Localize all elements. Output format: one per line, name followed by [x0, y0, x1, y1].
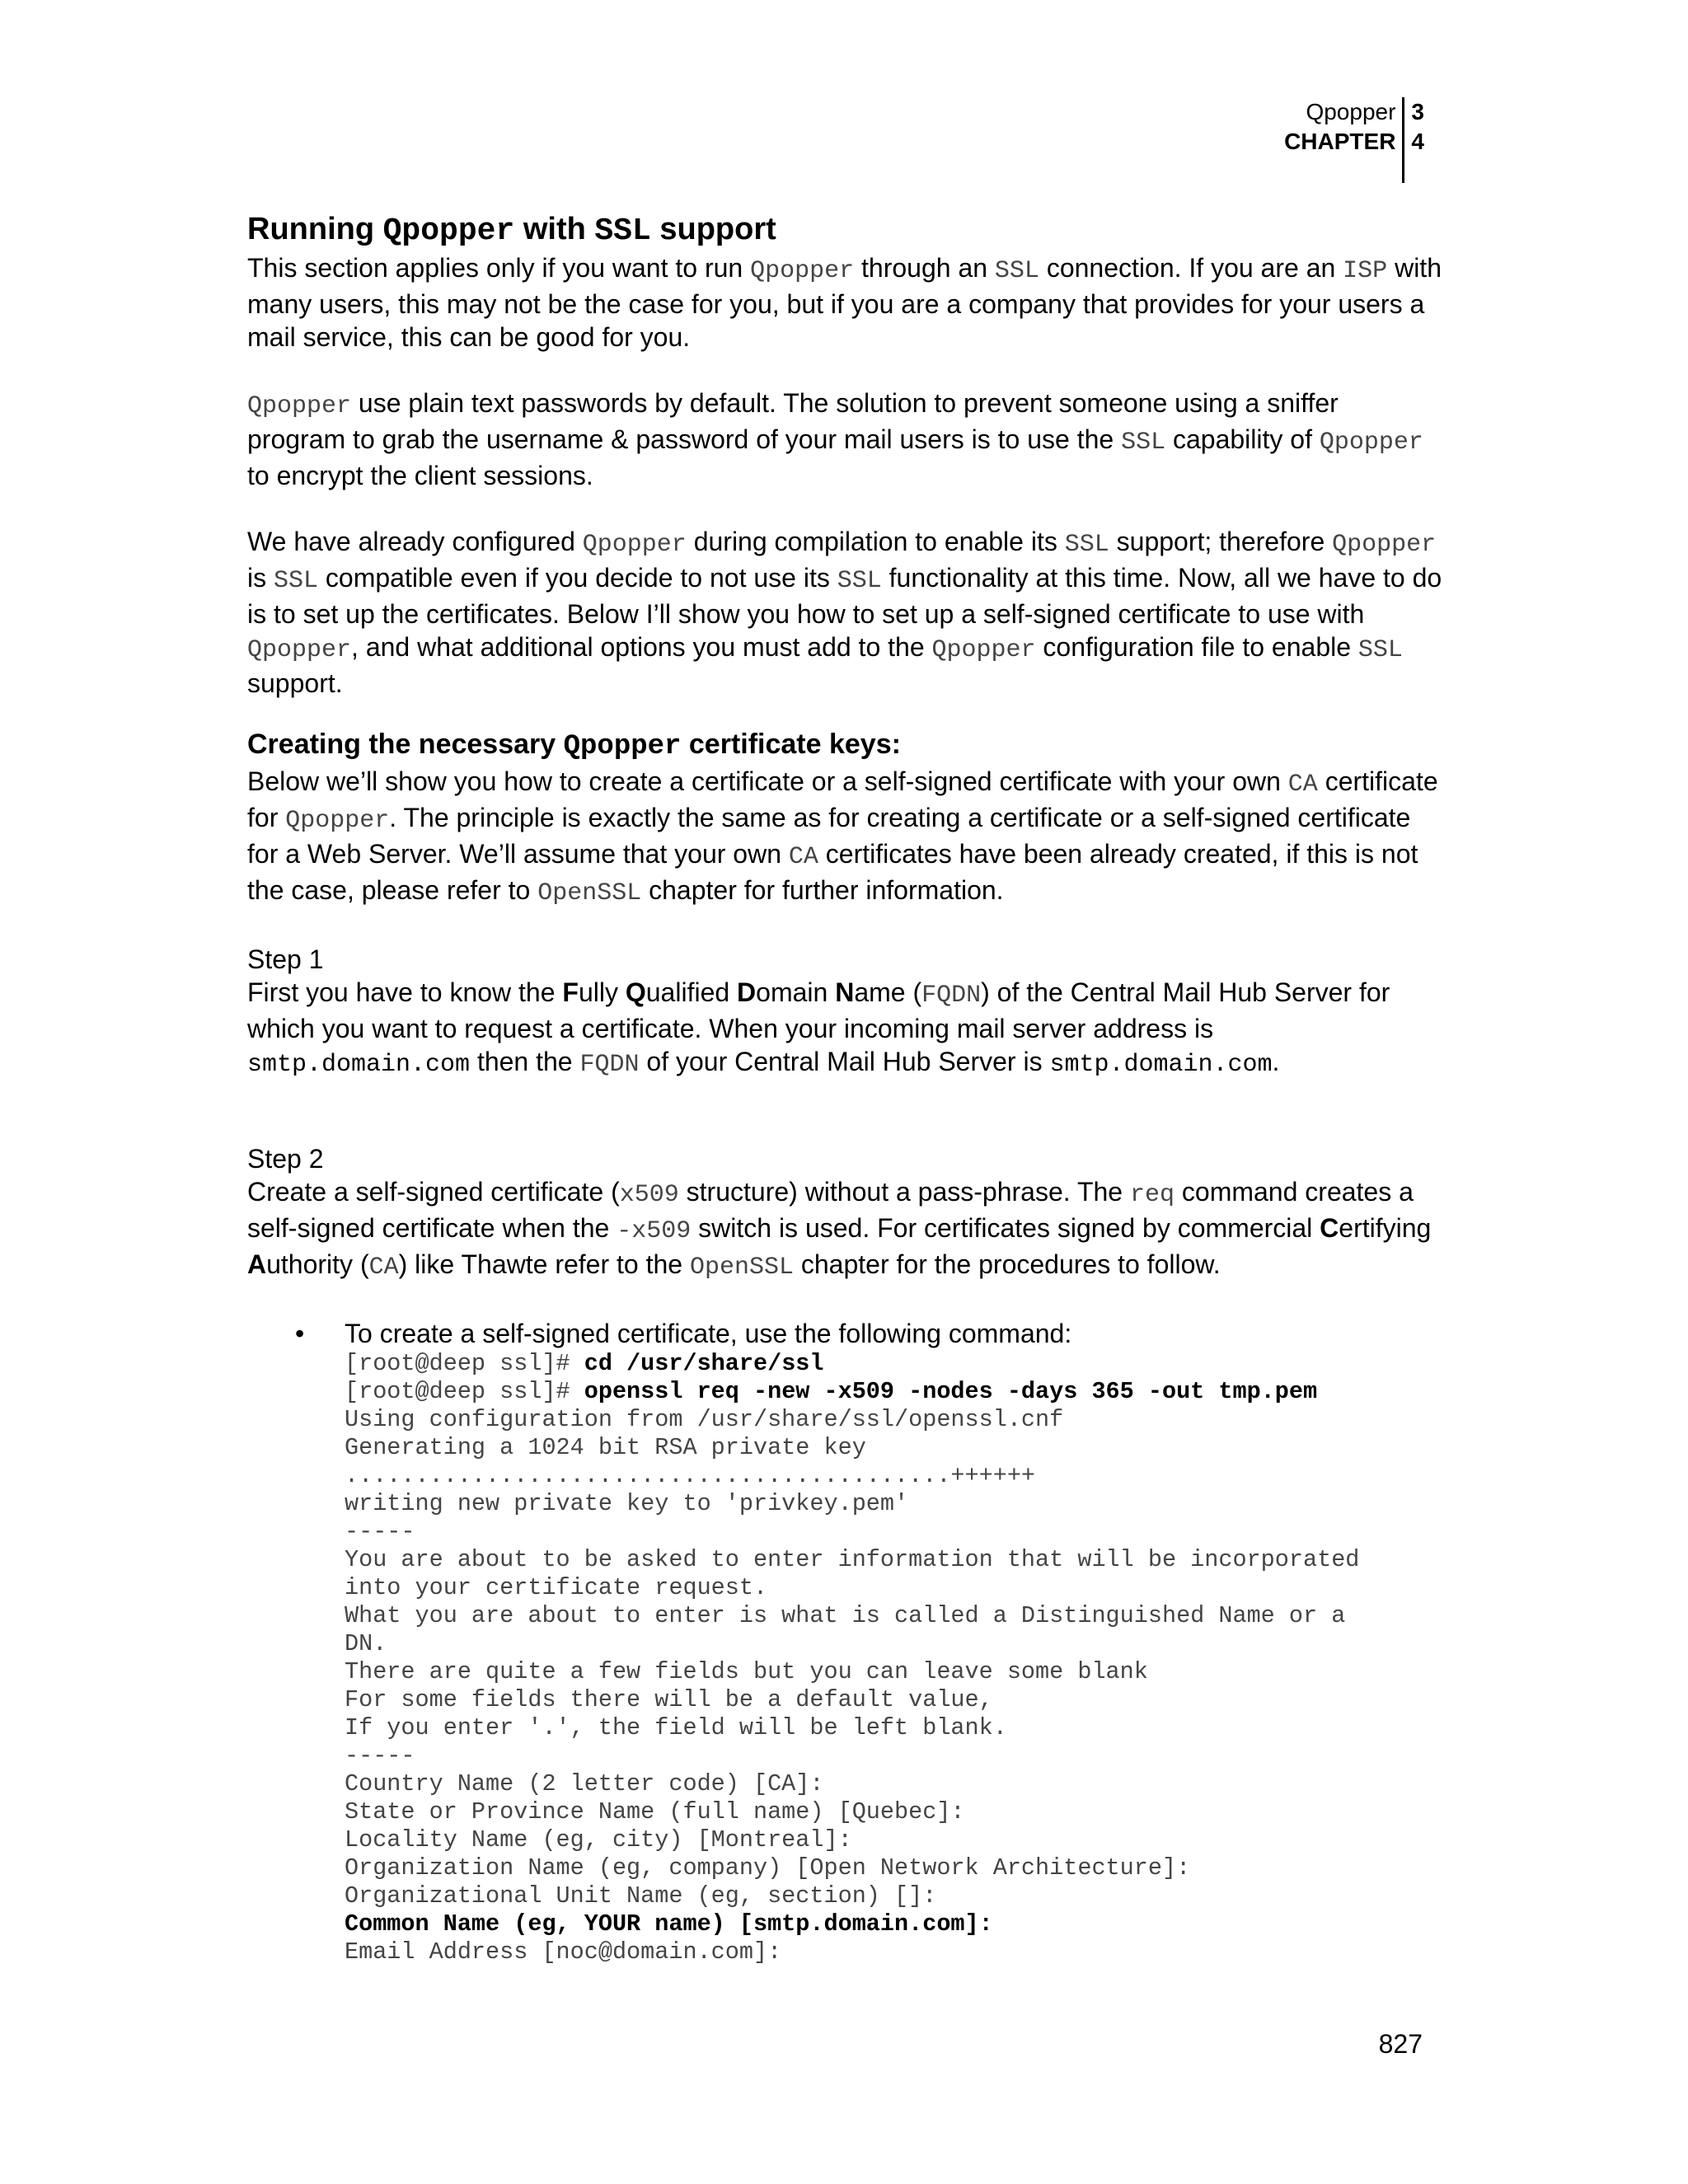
header-chapter-number: [1404, 97, 1424, 183]
terminal-line: DN.: [345, 1630, 387, 1657]
subsection-title: Creating the necessary Qpopper certificate keys:: [247, 729, 901, 762]
bullet-text: To create a self-signed certificate, use the following command:: [345, 1319, 1072, 1348]
terminal-line: ...........................................++++++: [345, 1462, 1036, 1489]
paragraph-configured: We have already configured Qpopper during compilation to enable its SSL support; therefore Qpopper is SSL compatible even if you decide to not use its SSL functionality at this time. Now, all we have to do is to set up the certificates. Below I’ll show you how to set up a self-signed certificate to use with Qpopper, and what additional options you must add to the Qpopper configuration file to enable SSL support.: [247, 527, 1442, 698]
bullet-marker: •: [295, 1319, 305, 1348]
terminal-line: -----: [345, 1742, 415, 1769]
bullet-body: [345, 1317, 1442, 1966]
terminal-line: Organization Name (eg, company) [Open Network Architecture]:: [345, 1854, 1191, 1882]
terminal-line: If you enter '.', the field will be left blank.: [345, 1714, 1007, 1741]
terminal-line: Country Name (2 letter code) [CA]:: [345, 1770, 824, 1797]
bullet-item: [295, 1317, 1442, 1966]
terminal-line: For some fields there will be a default value,: [345, 1686, 993, 1713]
main-content: [247, 209, 1442, 1966]
terminal-line: Generating a 1024 bit RSA private key: [345, 1434, 866, 1461]
paragraph-passwords: Qpopper use plain text passwords by default. The solution to prevent someone using a sniffer program to grab the username & password of your mail users is to use the SSL capability of Qpopper to encrypt the client sessions.: [247, 388, 1423, 490]
terminal-line: State or Province Name (full name) [Quebec]:: [345, 1798, 965, 1825]
terminal-line-common-name: Common Name (eg, YOUR name) [smtp.domain.com]:: [345, 1910, 993, 1938]
step-2-label: Step 2: [247, 1144, 324, 1174]
terminal-line: writing new private key to 'privkey.pem': [345, 1490, 909, 1517]
header-title: Qpopper: [1306, 99, 1396, 124]
page-number: 827: [1378, 2029, 1423, 2059]
step-2-text: Create a self-signed certificate (x509 structure) without a pass-phrase. The req command creates a self-signed certificate when the -x509 switch is used. For certificates signed by commercial Certifying Authority (CA) like Thawte refer to the OpenSSL chapter for the procedures to follow.: [247, 1177, 1432, 1282]
step-1-label: Step 1: [247, 944, 324, 974]
paragraph-intro: This section applies only if you want to run Qpopper through an SSL connection. If you are an ISP with many users, this may not be the case for you, but if you are a company that provides for your users a mail service, this can be good for you.: [247, 253, 1442, 352]
step-1-text: First you have to know the Fully Qualified Domain Name (FQDN) of the Central Mail Hub Server for which you want to request a certificate. When your incoming mail server address is smtp.domain.com then the FQDN of your Central Mail Hub Server is smtp.domain.com.: [247, 977, 1390, 1079]
terminal-line: Locality Name (eg, city) [Montreal]:: [345, 1826, 852, 1854]
terminal-line-cmd1: [root@deep ssl]# cd /usr/share/ssl: [345, 1350, 824, 1377]
chapter-digit-2: 4: [1411, 129, 1424, 154]
terminal-output: [345, 1350, 1442, 1966]
running-header: [1284, 97, 1424, 183]
terminal-line-cmd2: [root@deep ssl]# openssl req -new -x509 -nodes -days 365 -out tmp.pem: [345, 1378, 1318, 1405]
header-chapter-label: CHAPTER: [1284, 129, 1396, 154]
terminal-line: You are about to be asked to enter information that will be incorporated: [345, 1546, 1360, 1573]
terminal-line: into your certificate request.: [345, 1574, 768, 1601]
terminal-line: Using configuration from /usr/share/ssl/openssl.cnf: [345, 1406, 1064, 1433]
header-left: [1284, 97, 1404, 183]
paragraph-certificate-intro: Below we’ll show you how to create a certificate or a self-signed certificate with your own CA certificate for Qpopper. The principle is exactly the same as for creating a certificate or a self-signed certificate for a Web Server. We’ll assume that your own CA certificates have been already created, if this is not the case, please refer to OpenSSL chapter for further information.: [247, 766, 1438, 907]
terminal-line: Organizational Unit Name (eg, section) []:: [345, 1882, 937, 1910]
terminal-line: There are quite a few fields but you can leave some blank: [345, 1658, 1148, 1685]
terminal-line: -----: [345, 1518, 415, 1545]
terminal-line: Email Address [noc@domain.com]:: [345, 1938, 782, 1966]
chapter-digit-1: 3: [1411, 99, 1424, 124]
terminal-line: What you are about to enter is what is called a Distinguished Name or a: [345, 1602, 1346, 1629]
section-title: Running Qpopper with SSL support: [247, 212, 776, 249]
